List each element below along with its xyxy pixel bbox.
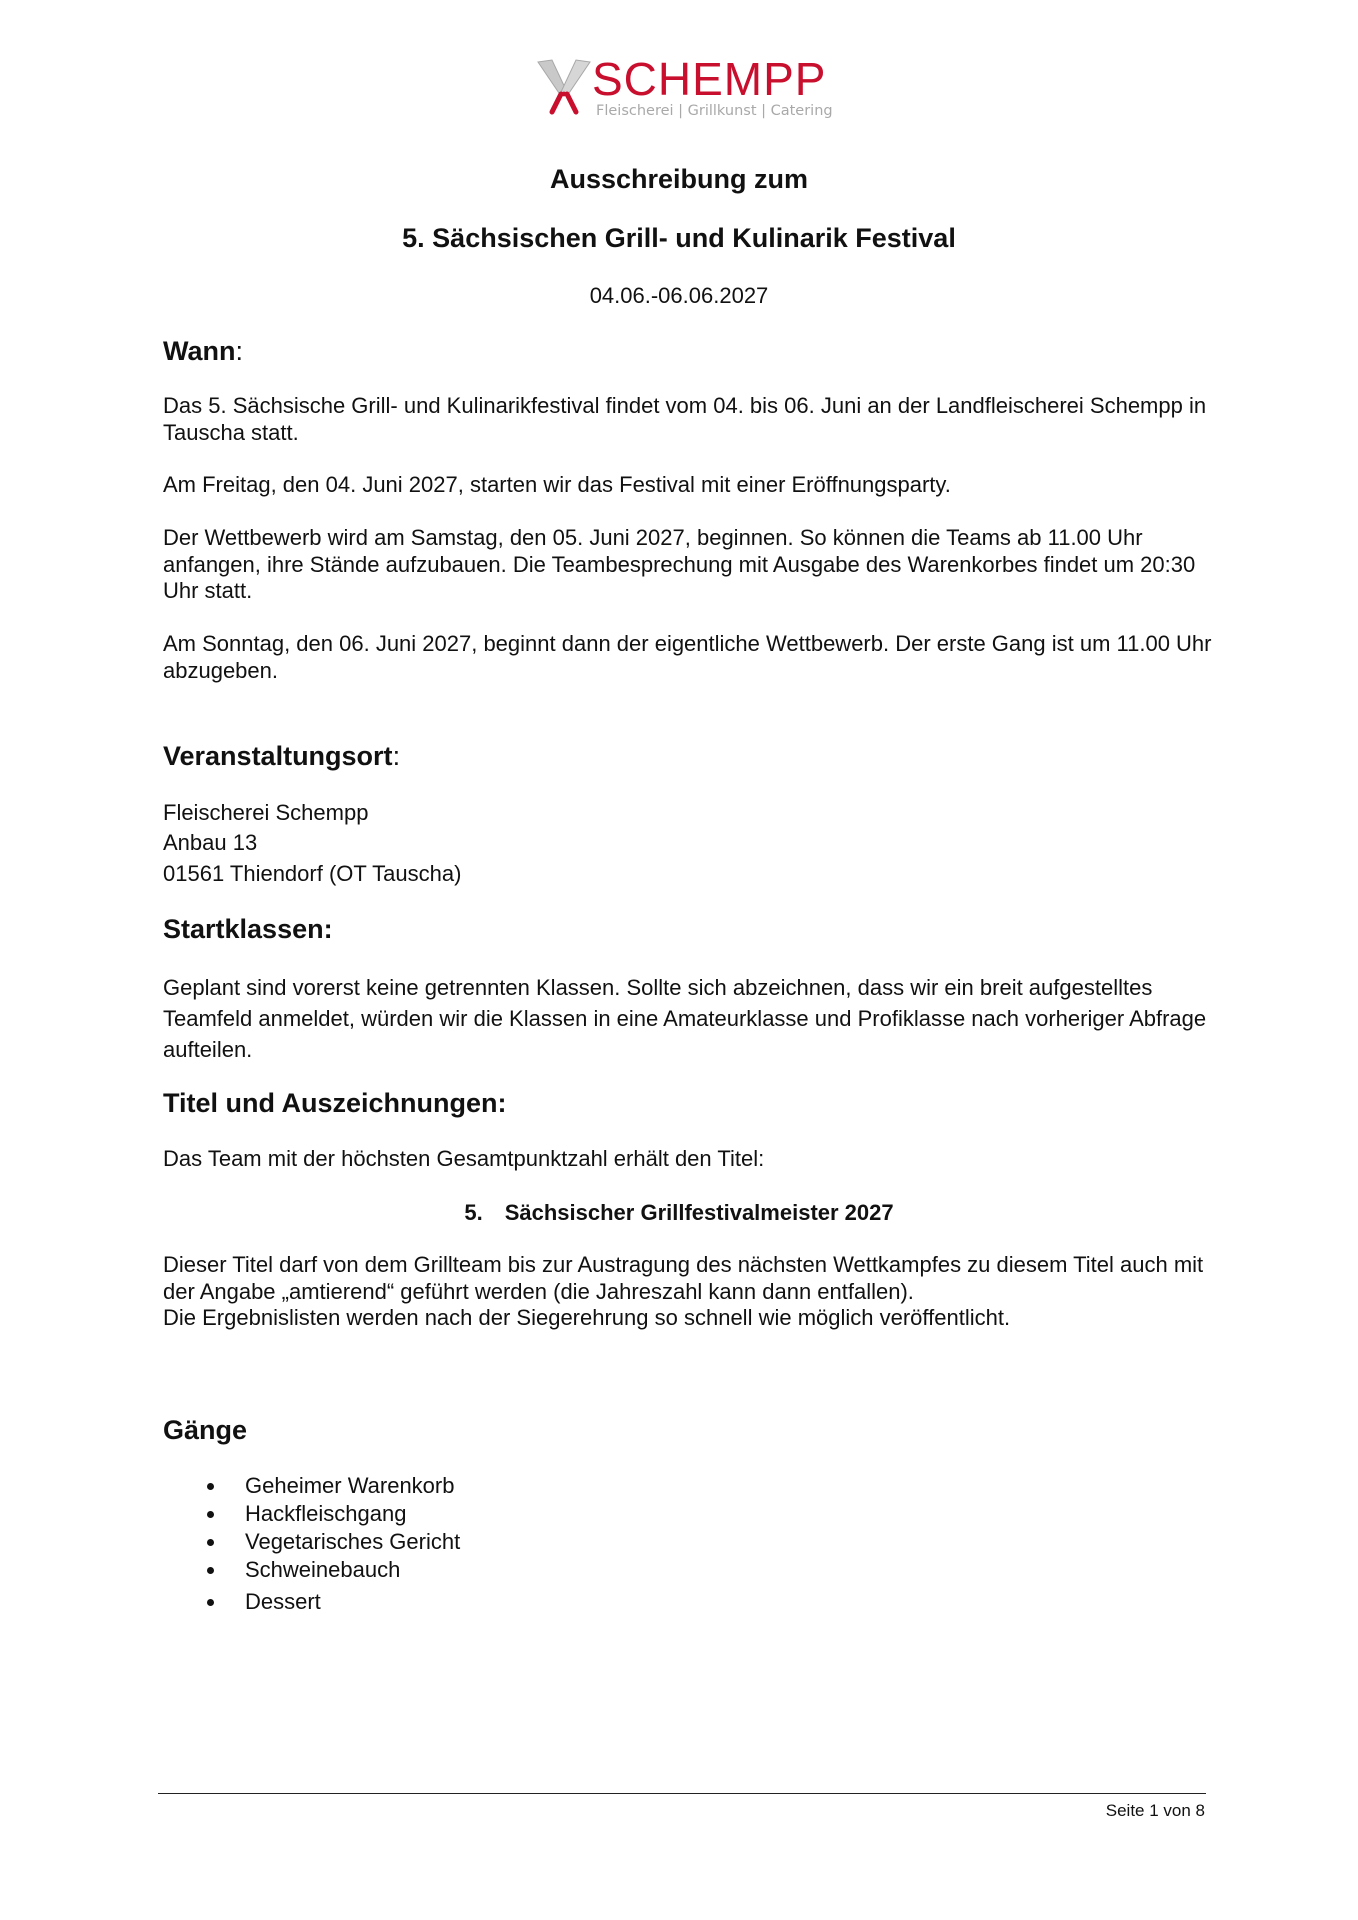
wann-paragraph-1: Das 5. Sächsische Grill- und Kulinarikfestival findet vom 04. bis 06. Juni an der Landfleischerei Schempp in Tauscha statt. bbox=[163, 393, 1207, 445]
brand-tagline: Fleischerei | Grillkunst | Catering bbox=[596, 103, 833, 119]
classes-paragraph: Geplant sind vorerst keine getrennten Klassen. Sollte sich abzeichnen, dass wir ein breit aufgestelltes Teamfeld anmeldet, würden wir die Klassen in eine Amateurklasse und Profiklasse nach vorheriger Abfrage aufteilen. bbox=[163, 975, 1207, 1062]
document-title-line1: Ausschreibung zum bbox=[549, 164, 809, 194]
award-title bbox=[0, 1199, 1358, 1227]
wann-paragraph-4: Am Sonntag, den 06. Juni 2027, beginnt dann der eigentliche Wettbewerb. Der erste Gang ist um 11.00 Uhr abzugeben. bbox=[163, 631, 1212, 683]
bullet-icon bbox=[207, 1511, 214, 1518]
section-heading-wann: Wann: bbox=[163, 336, 243, 366]
list-item: Dessert bbox=[163, 1588, 460, 1616]
bullet-icon bbox=[207, 1539, 214, 1546]
page-number: Seite 1 von 8 bbox=[1105, 1801, 1205, 1820]
section-heading-venue: Veranstaltungsort: bbox=[163, 741, 401, 771]
section-heading-classes: Startklassen: bbox=[163, 914, 333, 944]
brand-name: SCHEMPP bbox=[592, 53, 827, 105]
bullet-icon bbox=[207, 1483, 214, 1490]
event-date-range: 04.06.-06.06.2027 bbox=[589, 283, 769, 308]
brand-logo bbox=[534, 52, 834, 122]
bullet-icon bbox=[207, 1567, 214, 1574]
venue-address-line-3: 01561 Thiendorf (OT Tauscha) bbox=[163, 861, 462, 886]
wann-paragraph-2: Am Freitag, den 04. Juni 2027, starten wir das Festival mit einer Eröffnungsparty. bbox=[163, 472, 951, 497]
crossed-cleavers-icon bbox=[534, 58, 594, 116]
list-item: Hackfleischgang bbox=[163, 1500, 460, 1528]
section-heading-courses: Gänge bbox=[163, 1415, 248, 1445]
list-item: Schweinebauch bbox=[163, 1556, 460, 1584]
courses-list bbox=[163, 1472, 460, 1616]
list-item: Geheimer Warenkorb bbox=[163, 1472, 460, 1500]
titles-details-line-1: Dieser Titel darf von dem Grillteam bis zur Austragung des nächsten Wettkampfes zu diesem Titel auch mit der Angabe „amtierend“ geführt werden (die Jahreszahl kann dann entfallen). bbox=[163, 1252, 1204, 1304]
venue-address-line-1: Fleischerei Schempp bbox=[163, 800, 369, 825]
titles-details bbox=[163, 1252, 1223, 1332]
award-number: 5. bbox=[464, 1200, 483, 1225]
document-title-line2: 5. Sächsischen Grill- und Kulinarik Festival bbox=[402, 223, 956, 253]
bullet-icon bbox=[207, 1599, 214, 1606]
titles-details-line-2: Die Ergebnislisten werden nach der Siegerehrung so schnell wie möglich veröffentlicht. bbox=[163, 1305, 1011, 1330]
footer-divider bbox=[158, 1793, 1206, 1794]
venue-address-line-2: Anbau 13 bbox=[163, 830, 258, 855]
titles-intro: Das Team mit der höchsten Gesamtpunktzahl erhält den Titel: bbox=[163, 1146, 765, 1171]
list-item: Vegetarisches Gericht bbox=[163, 1528, 460, 1556]
section-heading-titles: Titel und Auszeichnungen: bbox=[163, 1088, 507, 1118]
award-name: Sächsischer Grillfestivalmeister 2027 bbox=[504, 1200, 894, 1225]
wann-paragraph-3: Der Wettbewerb wird am Samstag, den 05. Juni 2027, beginnen. So können die Teams ab 11.00 Uhr anfangen, ihre Stände aufzubauen. Die Teambesprechung mit Ausgabe des Warenkorbes findet um 20:30 Uhr statt. bbox=[163, 525, 1196, 603]
